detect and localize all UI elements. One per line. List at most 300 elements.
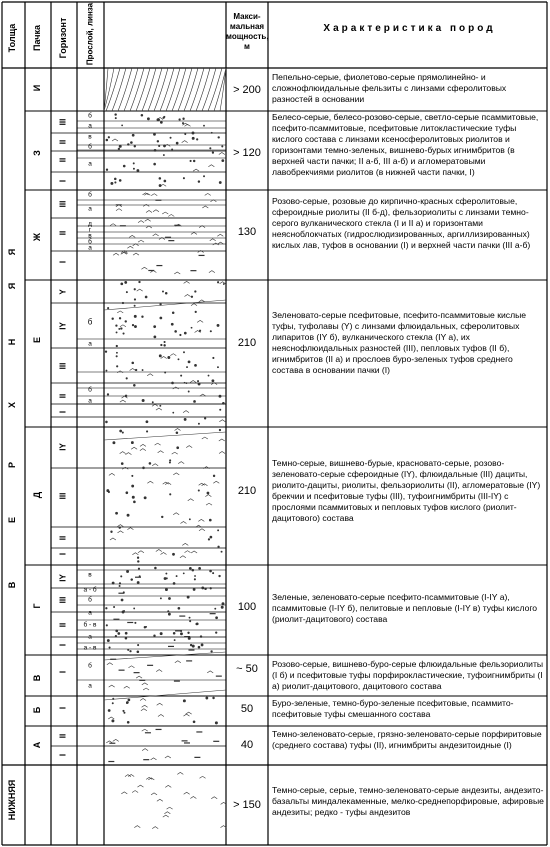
lava-tick bbox=[157, 799, 163, 801]
tuff-dot bbox=[137, 581, 139, 583]
tuff-dot bbox=[123, 710, 125, 712]
tuff-dot bbox=[107, 394, 109, 396]
lens-label: г bbox=[88, 226, 92, 234]
lava-tick bbox=[117, 531, 123, 533]
lava-tick bbox=[121, 792, 127, 794]
lens-label: б bbox=[87, 317, 93, 327]
tolsha-verkhnyaya-letter: Я bbox=[7, 282, 17, 290]
tuff-dot bbox=[120, 328, 122, 330]
tuff-dot bbox=[194, 364, 196, 366]
tuff-dot bbox=[176, 432, 178, 434]
lava-tick bbox=[205, 495, 211, 497]
tuff-dot bbox=[122, 125, 123, 126]
tuff-dot bbox=[160, 598, 161, 599]
tuff-dot bbox=[127, 649, 128, 650]
tuff-dot bbox=[126, 701, 128, 703]
lens-label: в bbox=[88, 133, 92, 141]
lava-tick bbox=[219, 439, 225, 441]
pack-label: Ж bbox=[32, 232, 42, 242]
lava-tick bbox=[161, 357, 167, 359]
tuff-dot bbox=[187, 596, 189, 598]
horizon-label: II bbox=[58, 622, 68, 628]
horizon-label: I bbox=[58, 753, 68, 757]
lava-tick bbox=[202, 437, 208, 439]
tuff-dot bbox=[126, 492, 128, 494]
tuff-dot bbox=[137, 169, 139, 171]
tuff-dot bbox=[106, 139, 108, 141]
lava-tick bbox=[151, 758, 157, 760]
tuff-dot bbox=[212, 380, 214, 382]
lava-tick bbox=[185, 124, 191, 126]
tuff-dot bbox=[134, 299, 136, 301]
lava-tick bbox=[191, 551, 197, 553]
tuff-dot bbox=[207, 492, 209, 494]
tuff-dot bbox=[219, 429, 221, 431]
lava-tick bbox=[206, 503, 212, 505]
lava-tick bbox=[156, 550, 162, 552]
tuff-dot bbox=[183, 352, 184, 353]
tuff-dot bbox=[188, 391, 189, 392]
lava-tick bbox=[129, 235, 135, 237]
lava-tick bbox=[110, 224, 116, 226]
tuff-dot bbox=[106, 370, 107, 371]
tuff-dot bbox=[137, 561, 139, 563]
tuff-dot bbox=[172, 312, 174, 314]
tuff-dot bbox=[122, 611, 124, 613]
lava-tick bbox=[117, 311, 123, 313]
tuff-dot bbox=[119, 328, 120, 329]
lava-tick bbox=[143, 688, 149, 690]
lens-label: а bbox=[88, 160, 92, 168]
lava-tick bbox=[186, 446, 192, 448]
tuff-dot bbox=[164, 180, 166, 182]
lava-tick bbox=[184, 294, 190, 296]
tuff-dot bbox=[164, 372, 165, 373]
tuff-dot bbox=[125, 632, 127, 634]
tuff-dot bbox=[119, 527, 121, 529]
tuff-dot bbox=[180, 375, 181, 376]
tuff-dot bbox=[161, 344, 163, 346]
horizon-label: II bbox=[58, 535, 68, 541]
lava-tick bbox=[219, 451, 225, 453]
lava-tick bbox=[117, 525, 123, 527]
tuff-dot bbox=[121, 283, 123, 285]
lava-tick bbox=[141, 709, 147, 711]
tuff-dot bbox=[115, 512, 117, 514]
tuff-dot bbox=[211, 650, 213, 652]
tuff-dot bbox=[173, 412, 174, 413]
pack-label: А bbox=[32, 741, 42, 749]
tuff-dot bbox=[133, 168, 134, 169]
horizon-label: III bbox=[58, 200, 68, 208]
tuff-dot bbox=[222, 603, 224, 605]
tuff-dot bbox=[143, 467, 145, 469]
pack-label: Е bbox=[32, 336, 42, 344]
tuff-dot bbox=[204, 418, 206, 420]
lava-tick bbox=[178, 462, 184, 464]
tuff-dot bbox=[161, 516, 163, 518]
tuff-dot bbox=[183, 118, 185, 120]
tuff-dot bbox=[215, 722, 217, 724]
rock-description: Розово-серые, розовые до кирпично-красных сферолитовые, сфероидные риолиты (II б-д), фельзориолиты с линзами темно-серого вулканического стекла (I и II а) и горизонтами неясноблокчатых (гидрослюдизированных, аргиллизированных) кислых лав, туфов в основании (I) и верхней части пачки (III а-б) bbox=[272, 196, 531, 250]
lens-label: а bbox=[88, 633, 92, 641]
tuff-dot bbox=[138, 568, 140, 570]
lava-tick bbox=[199, 529, 205, 531]
felsite-hatch bbox=[160, 68, 174, 111]
tuff-dot bbox=[154, 635, 156, 637]
tuff-dot bbox=[142, 399, 144, 401]
lava-tick bbox=[211, 797, 217, 799]
tuff-dot bbox=[222, 402, 224, 404]
tuff-dot bbox=[146, 421, 148, 423]
tuff-dot bbox=[176, 142, 178, 144]
tuff-dot bbox=[127, 721, 129, 723]
tuff-dot bbox=[105, 351, 107, 353]
tuff-dot bbox=[209, 519, 211, 521]
tuff-dot bbox=[118, 148, 120, 150]
felsite-hatch bbox=[130, 68, 144, 111]
tuff-dot bbox=[127, 514, 129, 516]
tuff-dot bbox=[123, 165, 125, 167]
horizon-label: IY bbox=[58, 574, 68, 582]
lava-tick bbox=[132, 791, 138, 793]
tuff-dot bbox=[179, 119, 181, 121]
tuff-dot bbox=[173, 582, 175, 584]
horizon-label: III bbox=[58, 492, 68, 500]
lava-tick bbox=[142, 683, 148, 685]
tuff-dot bbox=[111, 531, 113, 533]
lens-label: а bbox=[88, 205, 92, 213]
lens-label: б bbox=[88, 662, 92, 670]
tuff-dot bbox=[169, 494, 171, 496]
lava-tick bbox=[180, 556, 186, 558]
tuff-dot bbox=[154, 336, 156, 338]
tuff-dot bbox=[128, 699, 130, 701]
contact-line bbox=[104, 652, 226, 660]
tolsha-verkhnyaya-letter: Н bbox=[7, 338, 17, 346]
lava-tick bbox=[185, 551, 191, 553]
tuff-dot bbox=[115, 114, 117, 116]
tuff-dot bbox=[191, 296, 193, 298]
tuff-dot bbox=[134, 315, 136, 317]
tuff-dot bbox=[132, 362, 134, 364]
lava-tick bbox=[158, 451, 164, 453]
lens-label: в bbox=[88, 232, 92, 240]
tuff-dot bbox=[215, 608, 216, 609]
tuff-dot bbox=[198, 423, 199, 424]
felsite-hatch bbox=[202, 68, 216, 111]
tuff-dot bbox=[176, 575, 177, 576]
felsite-hatch bbox=[196, 68, 210, 111]
lava-tick bbox=[220, 282, 226, 284]
tuff-dot bbox=[122, 302, 124, 304]
lava-tick bbox=[165, 785, 171, 787]
tolsha-verkhnyaya-letter: Е bbox=[7, 516, 17, 524]
lava-tick bbox=[125, 453, 131, 455]
tuff-dot bbox=[111, 182, 113, 184]
tuff-dot bbox=[123, 333, 125, 335]
tuff-dot bbox=[159, 355, 161, 357]
lava-tick bbox=[113, 739, 119, 741]
lava-tick bbox=[198, 519, 204, 521]
lava-tick bbox=[109, 473, 115, 475]
tuff-dot bbox=[188, 632, 190, 634]
rock-description: Зеленые, зеленовато-серые псефито-псаммитовые (I-IY а), псаммитовые (I-IY б), пелитовые и пепловые (I-IY в) туфы кислого (риолит-дацитового) состава bbox=[272, 592, 538, 624]
horizon-label: I bbox=[58, 643, 68, 647]
tuff-dot bbox=[164, 341, 165, 342]
tuff-dot bbox=[163, 117, 165, 119]
tuff-dot bbox=[218, 137, 220, 139]
tuff-dot bbox=[211, 132, 212, 133]
lava-tick bbox=[131, 447, 137, 449]
tuff-dot bbox=[215, 632, 217, 634]
lava-tick bbox=[184, 281, 190, 283]
tuff-dot bbox=[200, 636, 202, 638]
horizon-label: I bbox=[58, 670, 68, 674]
lens-label: а bbox=[88, 609, 92, 617]
tuff-dot bbox=[191, 327, 192, 328]
tuff-dot bbox=[112, 720, 114, 722]
lava-tick bbox=[165, 756, 171, 758]
tuff-dot bbox=[213, 697, 215, 699]
lava-tick bbox=[151, 194, 157, 196]
horizon-label: III bbox=[58, 362, 68, 370]
lava-tick bbox=[142, 705, 148, 707]
tuff-dot bbox=[190, 644, 192, 646]
tuff-dot bbox=[134, 288, 136, 290]
tuff-dot bbox=[131, 441, 133, 443]
pack-label: Г bbox=[32, 603, 42, 609]
horizon-label: Y bbox=[58, 289, 68, 295]
lava-tick bbox=[140, 444, 146, 446]
header-moshchnost: Макси-мальная мощность, м bbox=[226, 12, 269, 51]
tuff-dot bbox=[210, 570, 212, 572]
tuff-dot bbox=[205, 588, 207, 590]
tuff-dot bbox=[159, 177, 161, 179]
tuff-dot bbox=[210, 587, 212, 589]
lava-tick bbox=[124, 686, 130, 688]
lava-tick bbox=[200, 776, 206, 778]
tuff-dot bbox=[171, 149, 172, 150]
lava-tick bbox=[138, 221, 144, 223]
tuff-dot bbox=[107, 489, 109, 491]
lava-tick bbox=[142, 729, 148, 731]
lens-label: д bbox=[88, 220, 92, 228]
header-harakteristika: Характеристика пород bbox=[323, 23, 496, 34]
rock-description: Белесо-серые, белесо-розово-серые, светло-серые псаммитовые, псефито-псаммитовые, псефитовые литокластические туфы кислого состава с линзами ксеносферолитовых риолитов и горизонтами темно-зеленых, вишнево-бурых игнимбритов (в верхней части пачки; II а-б, III а-б) и агломератовыми лавобрекчиями риолитов (в нижней части пачки, I) bbox=[272, 112, 539, 177]
tuff-dot bbox=[177, 447, 179, 449]
lava-tick bbox=[113, 253, 119, 255]
lava-tick bbox=[152, 404, 158, 406]
rock-description: Темно-серые, серые, темно-зеленовато-серые андезиты, андезито-базальты миндалекаменные, мелко-среднепорфировые, афировые андезиты; редко - туфы андезитов bbox=[272, 785, 544, 817]
lava-tick bbox=[168, 214, 174, 216]
tuff-dot bbox=[137, 644, 138, 645]
tuff-dot bbox=[166, 573, 167, 574]
lava-tick bbox=[143, 204, 149, 206]
tuff-dot bbox=[210, 331, 211, 332]
lava-tick bbox=[130, 368, 136, 370]
tuff-dot bbox=[189, 617, 190, 618]
lava-tick bbox=[177, 772, 183, 774]
lava-tick bbox=[184, 792, 190, 794]
tuff-dot bbox=[127, 144, 129, 146]
thickness-value: > 120 bbox=[233, 147, 261, 159]
tuff-dot bbox=[165, 292, 167, 294]
tuff-dot bbox=[201, 644, 203, 646]
tuff-dot bbox=[172, 382, 174, 384]
thickness-value: > 150 bbox=[233, 799, 261, 811]
tuff-dot bbox=[198, 383, 200, 385]
lava-tick bbox=[184, 714, 190, 716]
lava-tick bbox=[213, 481, 219, 483]
tuff-dot bbox=[126, 570, 128, 572]
tuff-dot bbox=[222, 146, 223, 147]
tuff-dot bbox=[135, 622, 136, 623]
tuff-dot bbox=[108, 709, 110, 711]
lava-tick bbox=[141, 267, 147, 269]
horizon-label: IY bbox=[58, 443, 68, 451]
tuff-dot bbox=[174, 639, 175, 640]
tuff-dot bbox=[134, 145, 136, 147]
tuff-dot bbox=[154, 163, 156, 165]
tuff-dot bbox=[206, 697, 208, 699]
lava-tick bbox=[140, 699, 146, 701]
tuff-dot bbox=[189, 620, 190, 621]
lava-tick bbox=[183, 411, 189, 413]
tuff-dot bbox=[113, 442, 115, 444]
lava-tick bbox=[112, 139, 118, 141]
tuff-dot bbox=[125, 321, 127, 323]
header-prosloi: Прослой, линза bbox=[85, 2, 95, 66]
lava-tick bbox=[191, 304, 197, 306]
tuff-dot bbox=[132, 485, 134, 487]
tuff-dot bbox=[168, 611, 169, 612]
tuff-dot bbox=[221, 606, 223, 608]
tuff-dot bbox=[180, 334, 182, 336]
tuff-dot bbox=[107, 639, 109, 641]
tuff-dot bbox=[133, 163, 134, 164]
horizon-label: III bbox=[58, 596, 68, 604]
lava-tick bbox=[163, 815, 169, 817]
tuff-dot bbox=[108, 136, 110, 138]
tuff-dot bbox=[210, 536, 212, 538]
lens-label: а bbox=[88, 397, 92, 405]
tuff-dot bbox=[186, 366, 187, 367]
lava-tick bbox=[120, 400, 126, 402]
pack-label: Б bbox=[32, 706, 42, 714]
tuff-dot bbox=[197, 380, 198, 381]
tuff-dot bbox=[160, 121, 162, 123]
tuff-dot bbox=[116, 325, 118, 327]
lava-tick bbox=[202, 206, 208, 208]
horizon-label: I bbox=[58, 706, 68, 710]
tuff-dot bbox=[132, 496, 134, 498]
lava-tick bbox=[107, 663, 113, 665]
tuff-dot bbox=[130, 650, 132, 652]
tuff-dot bbox=[120, 430, 122, 432]
tuff-dot bbox=[142, 369, 143, 370]
lava-tick bbox=[208, 165, 214, 167]
felsite-hatch bbox=[190, 68, 204, 111]
tuff-dot bbox=[212, 572, 213, 573]
tuff-dot bbox=[119, 585, 120, 586]
tuff-dot bbox=[124, 712, 125, 713]
tuff-dot bbox=[196, 139, 198, 141]
tuff-dot bbox=[178, 359, 179, 360]
tuff-dot bbox=[175, 330, 177, 332]
tuff-dot bbox=[158, 145, 160, 147]
tuff-dot bbox=[219, 181, 221, 183]
tuff-dot bbox=[118, 632, 120, 634]
tuff-dot bbox=[137, 651, 139, 653]
lava-tick bbox=[110, 538, 116, 540]
tuff-dot bbox=[195, 311, 197, 313]
lava-tick bbox=[209, 271, 215, 273]
lava-tick bbox=[219, 153, 225, 155]
tuff-dot bbox=[198, 181, 200, 183]
tuff-dot bbox=[116, 345, 118, 347]
lava-tick bbox=[160, 552, 166, 554]
thickness-value: 50 bbox=[240, 703, 254, 715]
felsite-hatch bbox=[208, 68, 222, 111]
tuff-dot bbox=[168, 356, 170, 358]
lava-tick bbox=[132, 553, 138, 555]
tuff-dot bbox=[160, 317, 162, 319]
tuff-dot bbox=[183, 573, 184, 574]
lava-tick bbox=[133, 253, 139, 255]
lens-label: а bbox=[88, 682, 92, 690]
tuff-dot bbox=[168, 613, 170, 615]
lava-tick bbox=[147, 481, 153, 483]
tuff-dot bbox=[122, 432, 123, 433]
tuff-dot bbox=[116, 630, 118, 632]
lava-tick bbox=[167, 807, 173, 809]
lava-tick bbox=[217, 234, 223, 236]
tuff-dot bbox=[188, 361, 190, 363]
tuff-dot bbox=[192, 132, 194, 134]
tuff-dot bbox=[172, 553, 174, 555]
horizon-label: I bbox=[58, 410, 68, 414]
tuff-dot bbox=[125, 637, 127, 639]
tuff-dot bbox=[141, 114, 143, 116]
lens-label: б - в bbox=[83, 621, 97, 629]
lens-label: б bbox=[88, 191, 92, 199]
lava-tick bbox=[137, 785, 143, 787]
tuff-dot bbox=[131, 579, 133, 581]
tuff-dot bbox=[109, 647, 110, 648]
tuff-dot bbox=[116, 332, 117, 333]
felsite-hatch bbox=[118, 68, 132, 111]
thickness-value: 210 bbox=[237, 337, 257, 349]
tuff-dot bbox=[210, 148, 211, 149]
lava-tick bbox=[109, 685, 115, 687]
tuff-dot bbox=[121, 576, 122, 577]
tuff-dot bbox=[220, 409, 221, 410]
lava-tick bbox=[145, 219, 151, 221]
tuff-dot bbox=[190, 160, 192, 162]
lava-tick bbox=[156, 670, 162, 672]
tuff-dot bbox=[189, 519, 190, 520]
tuff-dot bbox=[222, 160, 224, 162]
lava-tick bbox=[173, 473, 179, 475]
tuff-dot bbox=[132, 475, 133, 476]
tuff-dot bbox=[126, 291, 127, 292]
tuff-dot bbox=[202, 587, 204, 589]
tuff-dot bbox=[198, 646, 200, 648]
tuff-dot bbox=[193, 721, 195, 723]
lava-tick bbox=[116, 209, 122, 211]
tuff-dot bbox=[164, 344, 166, 346]
